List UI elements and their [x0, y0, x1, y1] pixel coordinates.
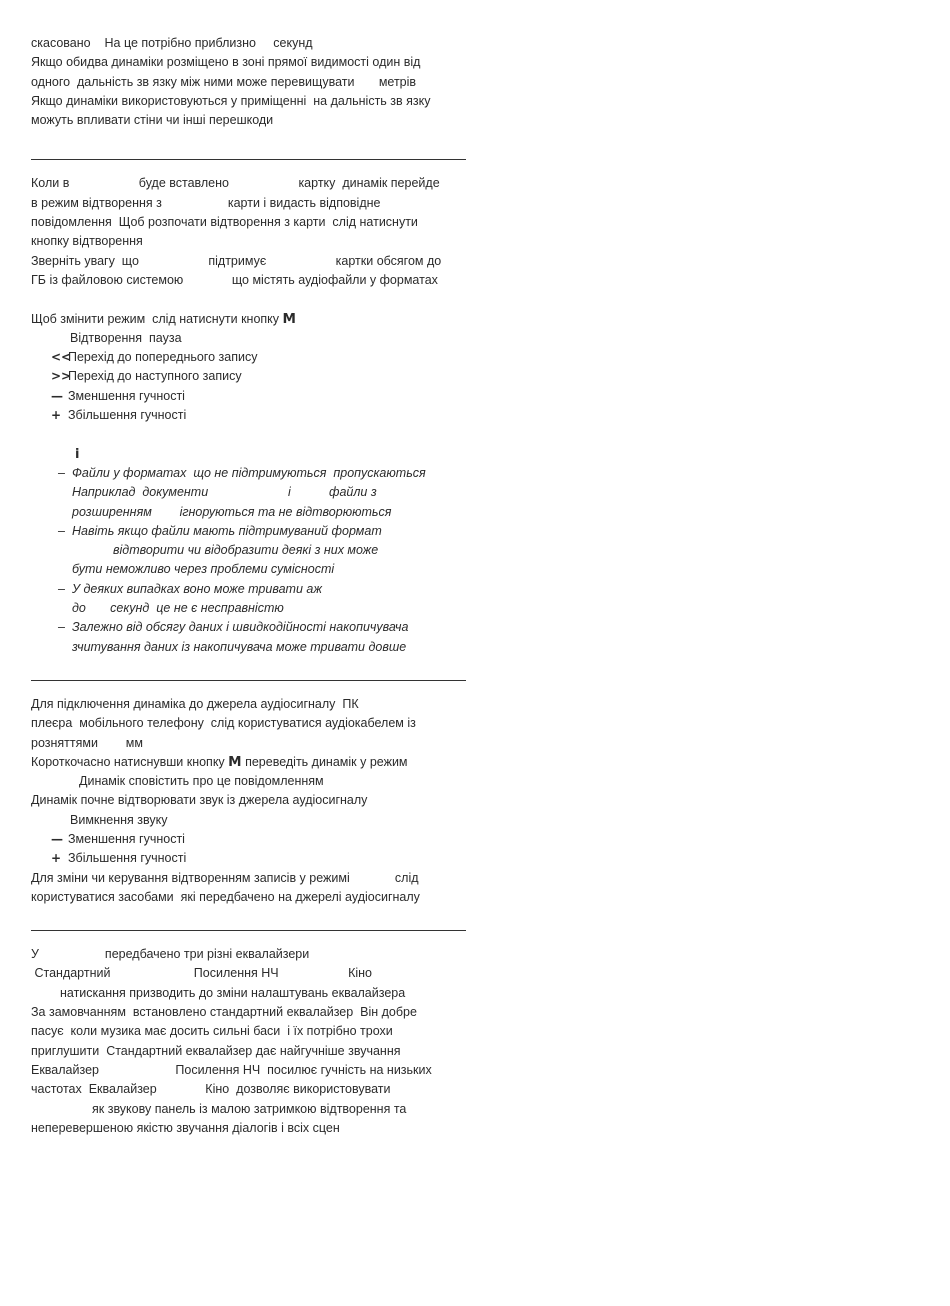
- text-line: повідомлення Щоб розпочати відтворення з карти слід натиснути: [31, 215, 418, 230]
- control-item-next: >>Перехід до наступного запису: [31, 367, 466, 386]
- text-line: Зверніть увагу що підтримує картки обсягом до: [31, 253, 442, 268]
- text-line: Для зміни чи керування відтворенням записів у режимі слід: [31, 870, 419, 885]
- text-line: можуть впливати стіни чи інші перешкоди: [31, 113, 274, 128]
- text-line: кнопку відтворення: [31, 234, 143, 249]
- text-line: Для підключення динаміка до джерела аудіосигналу ПК: [31, 696, 359, 711]
- text-line: розняттями мм: [31, 735, 143, 750]
- text-line: ГБ із файловою системою що містять аудіофайли у форматах: [31, 272, 438, 287]
- info-icon: i: [75, 446, 80, 462]
- mode-instruction: Щоб змінити режим слід натиснути кнопку M: [31, 310, 296, 327]
- section-divider: [31, 680, 466, 681]
- control-item-previous: <<Перехід до попереднього запису: [31, 348, 466, 367]
- text-line: За замовчанням встановлено стандартний еквалайзер Він добре: [31, 1005, 417, 1020]
- control-item-volume-down: — Зменшення гучності: [31, 830, 466, 849]
- text-line: Якщо динаміки використовуються у приміщенні на дальність зв язку: [31, 93, 431, 108]
- text-line: неперевершеною якістю звучання діалогів і всіх сцен: [31, 1120, 340, 1135]
- section-sd-card: [31, 174, 466, 656]
- play-pause-item: Відтворення пауза: [70, 330, 182, 345]
- m-button-icon: M: [282, 310, 296, 327]
- note-item: – У деяких випадках воно може тривати аж: [58, 581, 322, 596]
- next-icon: >>: [51, 369, 72, 384]
- note-line: до секунд це не є несправністю: [72, 601, 284, 616]
- text-line: Еквалайзер Посилення НЧ посилює гучність на низьких: [31, 1062, 432, 1077]
- note-item: – Залежно від обсягу даних і швидкодійності накопичувача: [58, 620, 409, 635]
- plus-icon: +: [51, 851, 62, 866]
- text-line: пасує коли музика має досить сильні баси і їх потрібно трохи: [31, 1024, 393, 1039]
- note-line: розширенням ігноруються та не відтворюються: [72, 504, 392, 519]
- manual-page: [31, 34, 466, 1138]
- text-line: користуватися засобами які передбачено на джерелі аудіосигналу: [31, 889, 420, 904]
- note-item: – Файли у форматах що не підтримуються пропускаються: [58, 465, 426, 480]
- section-aux-input: [31, 695, 466, 907]
- text-line: Коли в буде вставлено картку динамік перейде: [31, 176, 440, 191]
- minus-icon: —: [51, 831, 63, 846]
- text-line: Короткочасно натиснувши кнопку M переведіть динамік у режим: [31, 753, 408, 770]
- note-item: – Навіть якщо файли мають підтримуваний формат: [58, 523, 382, 538]
- text-line: одного дальність зв язку між ними може перевищувати метрів: [31, 74, 417, 89]
- text-line: плеєра мобільного телефону слід користуватися аудіокабелем із: [31, 716, 416, 731]
- section-range: [31, 34, 466, 130]
- note-line: відтворити чи відобразити деякі з них може: [113, 543, 379, 558]
- text-line: У передбачено три різні еквалайзери: [31, 947, 310, 962]
- text-line: частотах Еквалайзер Кіно дозволяє використовувати: [31, 1082, 391, 1097]
- text-line: Динамік почне відтворювати звук із джерела аудіосигналу: [31, 793, 368, 808]
- text-line: Якщо обидва динаміки розміщено в зоні прямої видимості один від: [31, 55, 421, 70]
- control-item-volume-down: — Зменшення гучності: [31, 387, 466, 406]
- control-item-volume-up: + Збільшення гучності: [31, 849, 466, 868]
- m-button-icon: M: [228, 753, 242, 770]
- minus-icon: —: [51, 388, 63, 403]
- info-note-header: [31, 445, 466, 464]
- note-line: Наприклад документи і файли з: [72, 485, 377, 500]
- control-item-volume-up: + Збільшення гучності: [31, 406, 466, 425]
- note-line: бути неможливо через проблеми сумісності: [72, 562, 335, 577]
- text-line: Динамік сповістить про це повідомленням: [79, 774, 324, 789]
- plus-icon: +: [51, 408, 62, 423]
- equalizer-modes: Стандартний Посилення НЧ Кіно: [31, 966, 372, 981]
- text-line: в режим відтворення з карти і видасть відповідне: [31, 195, 381, 210]
- note-line: зчитування даних із накопичувача може тривати довше: [72, 639, 407, 654]
- section-equalizer: [31, 945, 466, 1138]
- section-divider: [31, 159, 466, 160]
- section-divider: [31, 930, 466, 931]
- previous-icon: <<: [51, 350, 72, 365]
- text-line: як звукову панель із малою затримкою відтворення та: [92, 1101, 407, 1116]
- mute-item: Вимкнення звуку: [70, 812, 168, 827]
- text-line: скасовано На це потрібно приблизно секунд: [31, 36, 313, 50]
- text-line: приглушити Стандартний еквалайзер дає найгучніше звучання: [31, 1043, 401, 1058]
- text-line: натискання призводить до зміни налаштувань еквалайзера: [60, 985, 406, 1000]
